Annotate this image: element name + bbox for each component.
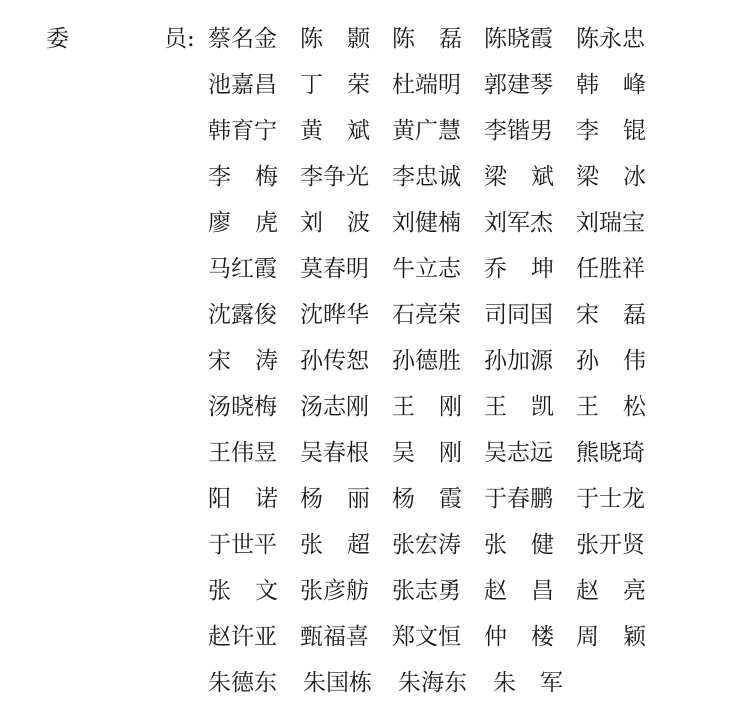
member-name: 乔 坤 xyxy=(484,256,554,282)
member-name: 张 健 xyxy=(484,532,554,558)
member-name: 宋 磊 xyxy=(576,302,646,328)
member-name: 甄福喜 xyxy=(300,624,369,650)
member-name: 张开贤 xyxy=(576,532,645,558)
member-name: 黄 斌 xyxy=(300,118,370,144)
member-name: 梁 斌 xyxy=(484,164,554,190)
member-name: 刘 波 xyxy=(300,210,370,236)
member-name: 吴志远 xyxy=(484,440,553,466)
member-name: 廖 虎 xyxy=(208,210,278,236)
member-name: 黄广慧 xyxy=(392,118,461,144)
member-name: 张彦舫 xyxy=(300,578,369,604)
member-name: 朱德东 xyxy=(208,670,277,696)
member-row xyxy=(208,22,668,68)
member-name: 朱海东 xyxy=(398,670,467,696)
member-name: 梁 冰 xyxy=(576,164,646,190)
member-name: 莫春明 xyxy=(300,256,369,282)
member-row xyxy=(208,298,668,344)
member-name: 于士龙 xyxy=(576,486,645,512)
member-name: 池嘉昌 xyxy=(208,72,277,98)
member-name: 阳 诺 xyxy=(208,486,278,512)
member-name: 刘瑞宝 xyxy=(576,210,645,236)
member-name: 马红霞 xyxy=(208,256,277,282)
member-name: 周 颖 xyxy=(576,624,646,650)
role-label-second-char: 员: xyxy=(164,26,195,52)
member-name: 杜端明 xyxy=(392,72,461,98)
member-name: 司同国 xyxy=(484,302,553,328)
member-name: 石亮荣 xyxy=(392,302,461,328)
member-name: 仲 楼 xyxy=(484,624,554,650)
role-label-first-char: 委 xyxy=(46,26,69,52)
member-name: 沈露俊 xyxy=(208,302,277,328)
member-name: 李争光 xyxy=(300,164,369,190)
member-row xyxy=(208,206,668,252)
member-name: 于春鹏 xyxy=(484,486,553,512)
member-name: 张 文 xyxy=(208,578,278,604)
member-name: 陈晓霞 xyxy=(484,26,553,52)
member-name: 王 松 xyxy=(576,394,646,420)
member-name: 丁 荣 xyxy=(300,72,370,98)
member-name: 孙加源 xyxy=(484,348,553,374)
member-name: 沈晔华 xyxy=(300,302,369,328)
member-row xyxy=(208,482,668,528)
member-name: 朱 军 xyxy=(493,670,563,696)
member-name: 王 凯 xyxy=(484,394,554,420)
member-name: 汤晓梅 xyxy=(208,394,277,420)
member-name: 孙 伟 xyxy=(576,348,646,374)
member-name: 蔡名金 xyxy=(208,26,277,52)
member-row xyxy=(208,436,668,482)
member-name: 牛立志 xyxy=(392,256,461,282)
member-name: 刘军杰 xyxy=(484,210,553,236)
member-row xyxy=(208,114,668,160)
member-name: 吴 刚 xyxy=(392,440,462,466)
member-row xyxy=(208,68,668,114)
member-name: 陈 颢 xyxy=(300,26,370,52)
member-grid xyxy=(208,22,668,712)
member-name: 宋 涛 xyxy=(208,348,278,374)
member-name: 张志勇 xyxy=(392,578,461,604)
member-name: 杨 丽 xyxy=(300,486,370,512)
member-name: 韩 峰 xyxy=(576,72,646,98)
member-name: 郭建琴 xyxy=(484,72,553,98)
member-name: 王伟昱 xyxy=(208,440,277,466)
member-name: 郑文恒 xyxy=(392,624,461,650)
member-name: 杨 霞 xyxy=(392,486,462,512)
member-name: 李忠诚 xyxy=(392,164,461,190)
member-name: 陈 磊 xyxy=(392,26,462,52)
member-name: 韩育宁 xyxy=(208,118,277,144)
member-name: 陈永忠 xyxy=(576,26,645,52)
member-name: 张 超 xyxy=(300,532,370,558)
member-name: 赵 昌 xyxy=(484,578,554,604)
member-name: 李 梅 xyxy=(208,164,278,190)
member-row xyxy=(208,574,668,620)
member-name: 张宏涛 xyxy=(392,532,461,558)
member-row xyxy=(208,620,668,666)
member-name: 李锴男 xyxy=(484,118,553,144)
member-name: 吴春根 xyxy=(300,440,369,466)
member-name: 李 锟 xyxy=(576,118,646,144)
member-name: 汤志刚 xyxy=(300,394,369,420)
member-row xyxy=(208,160,668,206)
member-row xyxy=(208,528,668,574)
member-row xyxy=(208,344,668,390)
member-name: 孙德胜 xyxy=(392,348,461,374)
member-name: 王 刚 xyxy=(392,394,462,420)
member-name: 赵 亮 xyxy=(576,578,646,604)
member-name: 赵许亚 xyxy=(208,624,277,650)
member-name: 朱国栋 xyxy=(303,670,372,696)
member-name: 熊晓琦 xyxy=(576,440,645,466)
member-row xyxy=(208,390,668,436)
member-name: 孙传恕 xyxy=(300,348,369,374)
member-name: 于世平 xyxy=(208,532,277,558)
member-name: 任胜祥 xyxy=(576,256,645,282)
member-name: 刘健楠 xyxy=(392,210,461,236)
member-row xyxy=(208,252,668,298)
member-row xyxy=(208,666,668,712)
